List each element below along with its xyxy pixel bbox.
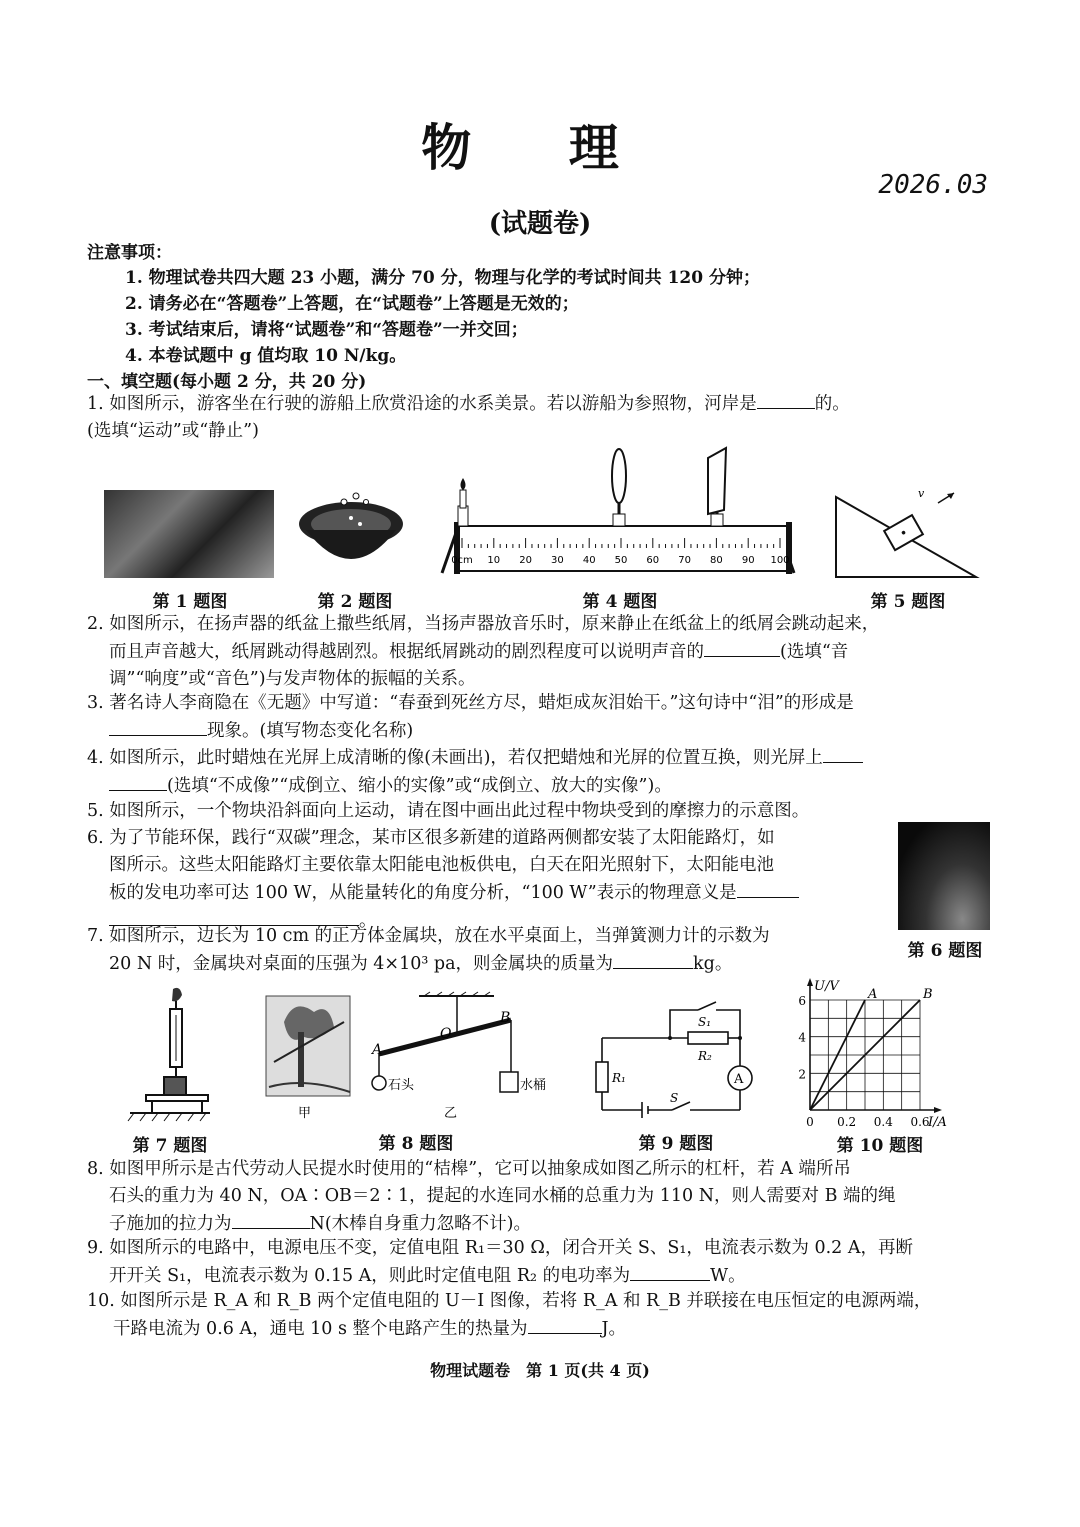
page-footer: 物理试题卷 第 1 页(共 4 页) [430,1361,650,1380]
question-8: 8. 如图甲所示是古代劳动人民提水时使用的“桔槔”，它可以抽象成如图乙所示的杠杆，若 A 端所吊 石头的重力为 40 N，OA∶OB＝2∶1，提起的水连同水桶的总重力为 110 N，则人需要对 B 端的绳 子施加的拉力为 N(木棒自身重力忽略不计)。 [87,1159,896,1234]
figure-caption: 第 7 题图 [132,1136,208,1156]
series-label: B [923,987,933,1002]
x-axis-arrow [934,1107,942,1113]
fig8-yi-label: 乙 [444,1106,458,1121]
fig8-point-o: O [440,1026,452,1042]
velocity-label: v [918,487,925,500]
figure-caption: 第 2 题图 [317,592,393,612]
ruler-tick-label: 100 [770,555,790,566]
figure-caption: 第 4 题图 [582,592,658,612]
figure-caption: 第 10 题图 [836,1136,924,1156]
ruler-tick-label: 20 [519,555,532,566]
exam-date: 2026.03 [878,170,988,200]
y-tick-label: 4 [798,1030,806,1045]
fig8-point-a: A [372,1042,383,1058]
note-item: 2. 请务必在“答题卷”上答题，在“试题卷”上答题是无效的； [125,294,579,314]
r2-label: R₂ [698,1049,712,1063]
ruler-tick-label: 60 [646,555,660,566]
ruler-tick-label: 50 [614,555,628,566]
figure-caption: 第 8 题图 [378,1134,454,1154]
ruler-tick-label: 70 [678,555,691,566]
note-item: 3. 考试结束后，请将“试题卷”和“答题卷”一并交回； [125,320,528,340]
fig8-stone-label: 石头 [388,1078,415,1093]
question-3: 3. 著名诗人李商隐在《无题》中写道：“春蚕到死丝方尽，蜡炬成灰泪始干。”这句诗中“泪”的形成是 现象。(填写物态变化名称) [87,693,854,741]
speaker-figure [296,488,406,583]
figure-caption: 第 5 题图 [870,592,946,612]
switch-s-label: S [670,1091,679,1105]
question-4: 4. 如图所示，此时蜡烛在光屏上成清晰的像(未画出)，若仅把蜡烛和光屏的位置互换，则光屏上 (选填“不成像”“成倒立、缩小的实像”或“成倒立、放大的实像”)。 [87,744,1002,800]
ruler-tick-label: 10 [487,555,501,566]
ruler-tick-label: 90 [741,555,755,566]
ruler-tick-label: 40 [582,555,596,566]
notes-heading: 注意事项： [87,243,172,263]
fig8-bucket-label: 水桶 [520,1078,547,1093]
fig8-point-b: B [500,1010,511,1026]
section-heading: 一、填空题(每小题 2 分，共 20 分) [87,372,367,392]
street-lamp-photo [898,822,990,930]
ruler-tick-label: 0cm [451,555,473,566]
spring-scale-figure [128,985,212,1125]
lever-figure [264,992,564,1124]
ruler-tick-label: 80 [710,555,723,566]
figure-caption: 第 1 题图 [152,592,228,612]
y-axis-label: U/V [814,979,839,994]
page-title: 物 理 [421,118,659,177]
r1-label: R₁ [612,1071,626,1085]
question-9: 9. 如图所示的电路中，电源电压不变，定值电阻 R₁＝30 Ω，闭合开关 S、S₁，电流表示数为 0.2 A，再断 开开关 S₁，电流表示数为 0.15 A，则此时定值电阻 R₂ 的电功率为 W。 [87,1238,914,1286]
y-axis-arrow [807,978,813,986]
question-6: 6. 为了节能环保，践行“双碳”理念，某市区很多新建的道路两侧都安装了太阳能路灯，如 图所示。这些太阳能路灯主要依靠太阳能电池板供电，白天在阳光照射下，太阳能电池 板的发电功率可达 100 W，从能量转化的角度分析，“100 W”表示的物理意义是 。 [87,825,882,935]
question-2: 2. 如图所示，在扬声器的纸盆上撒些纸屑，当扬声器放音乐时，原来静止在纸盆上的纸屑会跳动起来， 而且声音越大，纸屑跳动得越剧烈。根据纸屑跳动的剧烈程度可以说明声音的 (选填“音 调”“响度”或“音色”)与发声物体的振幅的关系。 [87,614,880,689]
page-subtitle: (试题卷) [488,209,592,239]
circuit-figure [594,998,764,1118]
x-tick-label: 0.2 [837,1115,857,1129]
u-i-chart [800,978,980,1128]
switch-s1-label: S₁ [698,1015,712,1029]
note-item: 1. 物理试卷共四大题 23 小题，满分 70 分，物理与化学的考试时间共 120 分钟； [125,268,760,288]
question-1: 1. 如图所示，游客坐在行驶的游船上欣赏沿途的水系美景。若以游船为参照物，河岸是 的。 (选填“运动”或“静止”) [87,390,1002,445]
ruler-tick-label: 30 [551,555,564,566]
figure-caption: 第 6 题图 [907,941,983,961]
x-axis-label: I/A [928,1115,947,1130]
y-tick-label: 6 [798,994,806,1008]
question-5: 5. 如图所示，一个物块沿斜面向上运动，请在图中画出此过程中物块受到的摩擦力的示意图。 [87,801,810,821]
incline-figure [834,485,979,580]
fig8-jia-label: 甲 [298,1106,312,1121]
x-tick-label: 0.6 [910,1115,930,1129]
optical-bench-figure [432,448,804,583]
boat-photo [104,490,274,578]
x-tick-label: 0 [806,1115,814,1129]
figure-caption: 第 9 题图 [638,1134,714,1154]
question-10: 10. 如图所示是 R_A 和 R_B 两个定值电阻的 U－I 图像，若将 R_A 和 R_B 并联接在电压恒定的电源两端， 干路电流为 0.6 A，通电 10 s 整个电路产生的热量为 J。 [87,1291,932,1339]
question-7: 7. 如图所示，边长为 10 cm 的正方体金属块，放在水平桌面上，当弹簧测力计的示数为 20 N 时，金属块对桌面的压强为 4×10³ pa，则金属块的质量为 kg。 [87,926,770,974]
series-label: A [868,987,878,1002]
note-item: 4. 本卷试题中 g 值均取 10 N/kg。 [125,346,407,366]
y-tick-label: 2 [798,1067,806,1082]
ammeter-label: A [734,1072,744,1087]
x-tick-label: 0.4 [873,1115,893,1129]
